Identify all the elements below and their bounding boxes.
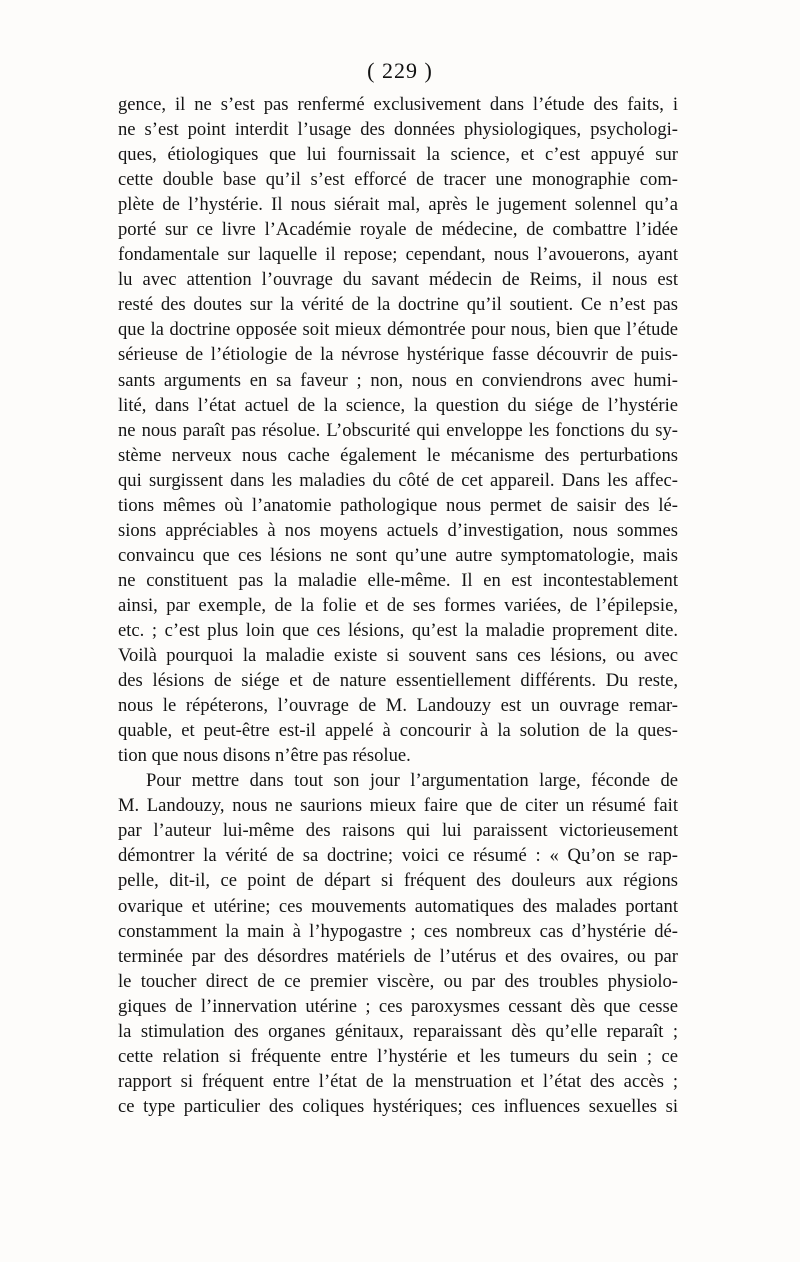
text-line: gence, il ne s’est pas renfermé exclusivement dans l’étude des faits, i	[118, 94, 678, 115]
paragraph	[118, 92, 678, 768]
text-line: que la doctrine opposée soit mieux démontrée pour nous, bien que l’étude	[118, 319, 678, 341]
text-line: ovarique et utérine; ces mouvements automatiques des malades portant	[118, 895, 678, 917]
text-line: lu avec attention l’ouvrage du savant médecin de Reims, il nous est	[118, 269, 678, 291]
body-text	[118, 92, 678, 1119]
text-line: ques, étiologiques que lui fournissait la science, et c’est appuyé sur	[118, 144, 678, 166]
page-number: ( 229 )	[367, 58, 433, 83]
text-line: sions appréciables à nos moyens actuels d’investigation, nous sommes	[118, 519, 678, 541]
text-line: lité, dans l’état actuel de la science, la question du siége de l’hystérie	[118, 394, 678, 416]
text-line: resté des doutes sur la vérité de la doctrine qu’il soutient. Ce n’est pas	[118, 294, 678, 316]
text-line: le toucher direct de ce premier viscère, ou par des troubles physiolo-	[118, 970, 678, 992]
text-line: ne nous paraît pas résolue. L’obscurité qui enveloppe les fonctions du sy-	[118, 419, 678, 441]
text-line: cette relation si fréquente entre l’hystérie et les tumeurs du sein ; ce	[118, 1045, 678, 1067]
text-line: porté sur ce livre l’Académie royale de médecine, de combattre l’idée	[118, 219, 678, 241]
text-line: quable, et peut-être est-il appelé à concourir à la solution de la ques-	[118, 720, 678, 742]
text-line: démontrer la vérité de sa doctrine; voici ce résumé : « Qu’on se rap-	[118, 845, 678, 867]
text-line: sants arguments en sa faveur ; non, nous en conviendrons avec humi-	[118, 369, 678, 391]
text-line: tions mêmes où l’anatomie pathologique nous permet de saisir des lé-	[118, 494, 678, 516]
text-line: plète de l’hystérie. Il nous siérait mal, après le jugement solennel qu’a	[118, 194, 678, 216]
text-line: sérieuse de l’étiologie de la névrose hystérique fasse découvrir de puis-	[118, 344, 678, 366]
text-line: etc. ; c’est plus loin que ces lésions, qu’est la maladie proprement dite.	[118, 619, 678, 641]
text-line: constamment la main à l’hypogastre ; ces nombreux cas d’hystérie dé-	[118, 920, 678, 942]
text-line: ne s’est point interdit l’usage des données physiologiques, psychologi-	[118, 119, 678, 141]
text-line: stème nerveux nous cache également le mécanisme des perturbations	[118, 444, 678, 466]
text-line: la stimulation des organes génitaux, reparaissant dès qu’elle reparaît ;	[118, 1020, 678, 1042]
text-line: qui surgissent dans les maladies du côté de cet appareil. Dans les affec-	[118, 469, 678, 491]
text-line: cette double base qu’il s’est efforcé de tracer une monographie com-	[118, 169, 678, 191]
text-line: par l’auteur lui-même des raisons qui lui paraissent victorieusement	[118, 820, 678, 842]
text-line: giques de l’innervation utérine ; ces paroxysmes cessant dès que cesse	[118, 995, 678, 1017]
text-line: des lésions de siége et de nature essentiellement différents. Du reste,	[118, 670, 678, 692]
text-line: ne constituent pas la maladie elle-même. Il en est incontestablement	[118, 569, 678, 591]
text-line: fondamentale sur laquelle il repose; cependant, nous l’avouerons, ayant	[118, 244, 678, 266]
text-line: terminée par des désordres matériels de l’utérus et des ovaires, ou par	[118, 945, 678, 967]
text-line: tion que nous disons n’être pas résolue.	[118, 745, 411, 767]
text-line: ce type particulier des coliques hystériques; ces influences sexuelles si	[118, 1095, 678, 1117]
text-line: Voilà pourquoi la maladie existe si souvent sans ces lésions, ou avec	[118, 645, 678, 667]
text-line: ainsi, par exemple, de la folie et de ses formes variées, de l’épilepsie,	[118, 594, 678, 616]
text-line: Pour mettre dans tout son jour l’argumentation large, féconde de	[146, 770, 678, 792]
text-line: pelle, dit-il, ce point de départ si fréquent des douleurs aux régions	[118, 870, 678, 892]
text-line: convaincu que ces lésions ne sont qu’une autre symptomatologie, mais	[118, 544, 678, 566]
paragraph	[118, 768, 678, 1119]
text-line: nous le répéterons, l’ouvrage de M. Landouzy est un ouvrage remar-	[118, 695, 678, 717]
text-line: M. Landouzy, nous ne saurions mieux faire que de citer un résumé fait	[118, 795, 678, 817]
text-line: rapport si fréquent entre l’état de la menstruation et l’état des accès ;	[118, 1070, 678, 1092]
